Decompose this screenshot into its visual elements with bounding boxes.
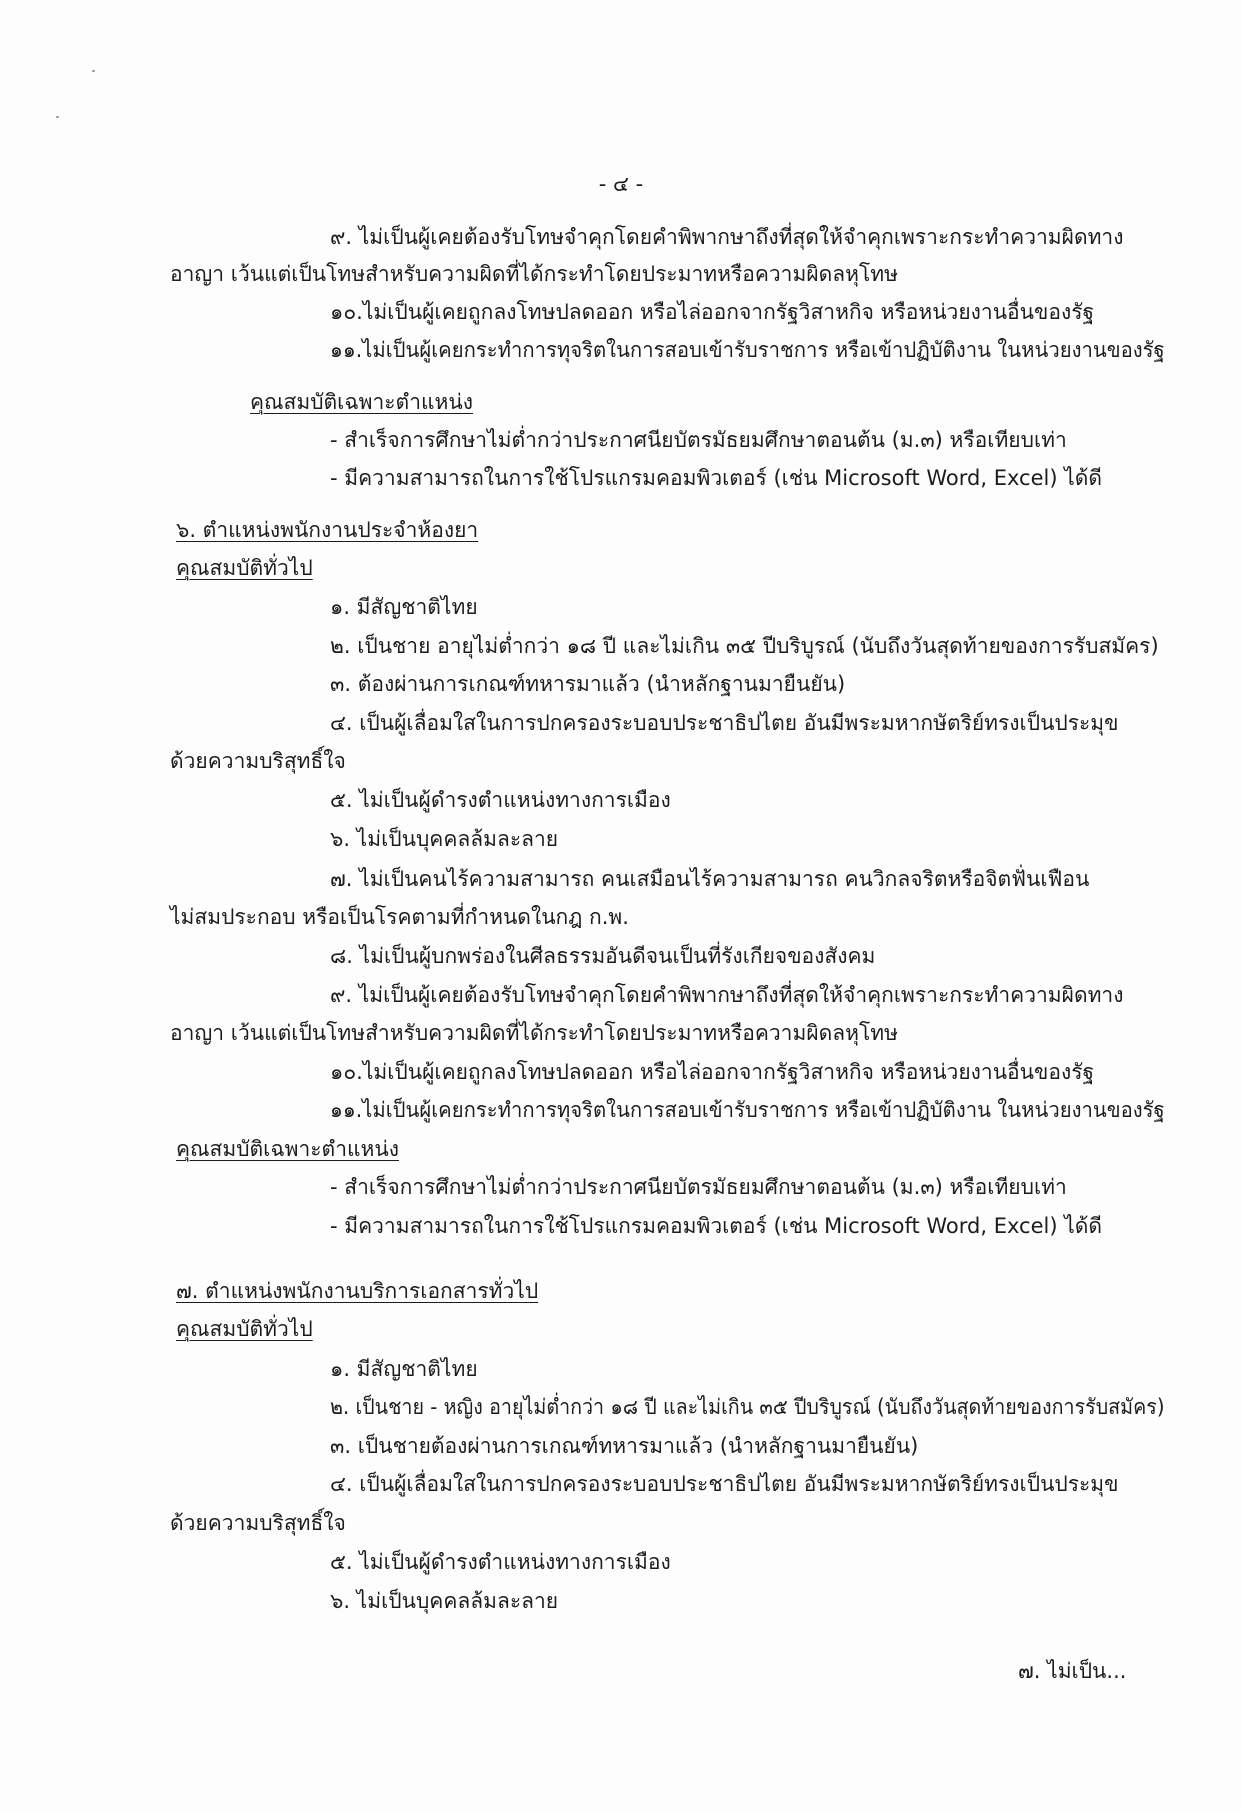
- section-subheading: คุณสมบัติเฉพาะตำแหน่ง: [176, 1137, 399, 1161]
- continuation-marker: ๗. ไม่เป็น...: [1018, 1659, 1127, 1683]
- section-heading: ๖. ตำแหน่งพนักงานประจำห้องยา: [176, 518, 479, 542]
- text-line: อาญา เว้นแต่เป็นโทษสำหรับความผิดที่ได้กระทำโดยประมาทหรือความผิดลหุโทษ: [170, 262, 898, 286]
- list-item: ๒. เป็นชาย - หญิง อายุไม่ต่ำกว่า ๑๘ ปี และไม่เกิน ๓๕ ปีบริบูรณ์ (นับถึงวันสุดท้ายของการรับสมัคร): [330, 1395, 1165, 1419]
- text-line: ๑๑.ไม่เป็นผู้เคยกระทำการทุจริตในการสอบเข้ารับราชการ หรือเข้าปฏิบัติงาน ในหน่วยงานของรัฐ: [330, 338, 1165, 362]
- list-item: ๔. เป็นผู้เลื่อมใสในการปกครองระบอบประชาธิปไตย อันมีพระมหากษัตริย์ทรงเป็นประมุข: [330, 711, 1119, 735]
- text-line: - มีความสามารถในการใช้โปรแกรมคอมพิวเตอร์ (เช่น Microsoft Word, Excel) ได้ดี: [330, 1214, 1103, 1238]
- text-line: - มีความสามารถในการใช้โปรแกรมคอมพิวเตอร์ (เช่น Microsoft Word, Excel) ได้ดี: [330, 466, 1103, 490]
- list-item: ๑๐.ไม่เป็นผู้เคยถูกลงโทษปลดออก หรือไล่ออกจากรัฐวิสาหกิจ หรือหน่วยงานอื่นของรัฐ: [330, 1060, 1095, 1084]
- list-item: ๘. ไม่เป็นผู้บกพร่องในศีลธรรมอันดีจนเป็นที่รังเกียจของสังคม: [330, 944, 876, 968]
- list-item: ๖. ไม่เป็นบุคคลล้มละลาย: [330, 827, 559, 851]
- section-subheading: คุณสมบัติทั่วไป: [176, 1317, 313, 1341]
- text-line: ไม่สมประกอบ หรือเป็นโรคตามที่กำหนดในกฎ ก.พ.: [170, 905, 629, 929]
- section-heading: ๗. ตำแหน่งพนักงานบริการเอกสารทั่วไป: [176, 1279, 539, 1303]
- page-number: - ๔ -: [598, 172, 644, 196]
- list-item: ๑. มีสัญชาติไทย: [330, 1357, 478, 1381]
- list-item: ๕. ไม่เป็นผู้ดำรงตำแหน่งทางการเมือง: [330, 788, 671, 812]
- text-line: ด้วยความบริสุทธิ์ใจ: [170, 749, 346, 773]
- scan-speck: [92, 70, 95, 72]
- list-item: ๒. เป็นชาย อายุไม่ต่ำกว่า ๑๘ ปี และไม่เกิน ๓๕ ปีบริบูรณ์ (นับถึงวันสุดท้ายของการรับสมัคร): [330, 634, 1159, 658]
- list-item: ๑๑.ไม่เป็นผู้เคยกระทำการทุจริตในการสอบเข้ารับราชการ หรือเข้าปฏิบัติงาน ในหน่วยงานของรัฐ: [330, 1098, 1165, 1122]
- text-line: - สำเร็จการศึกษาไม่ต่ำกว่าประกาศนียบัตรมัธยมศึกษาตอนต้น (ม.๓) หรือเทียบเท่า: [330, 428, 1067, 452]
- list-item: ๓. ต้องผ่านการเกณฑ์ทหารมาแล้ว (นำหลักฐานมายืนยัน): [330, 672, 846, 696]
- list-item: ๖. ไม่เป็นบุคคลล้มละลาย: [330, 1589, 559, 1613]
- text-line: ๑๐.ไม่เป็นผู้เคยถูกลงโทษปลดออก หรือไล่ออกจากรัฐวิสาหกิจ หรือหน่วยงานอื่นของรัฐ: [330, 300, 1095, 324]
- list-item: ๗. ไม่เป็นคนไร้ความสามารถ คนเสมือนไร้ความสามารถ คนวิกลจริตหรือจิตฟั่นเฟือน: [330, 867, 1090, 891]
- text-line: อาญา เว้นแต่เป็นโทษสำหรับความผิดที่ได้กระทำโดยประมาทหรือความผิดลหุโทษ: [170, 1021, 898, 1045]
- list-item: ๔. เป็นผู้เลื่อมใสในการปกครองระบอบประชาธิปไตย อันมีพระมหากษัตริย์ทรงเป็นประมุข: [330, 1472, 1119, 1496]
- scan-speck: [56, 116, 59, 118]
- section-subheading: คุณสมบัติทั่วไป: [176, 556, 313, 580]
- list-item: ๑. มีสัญชาติไทย: [330, 595, 478, 619]
- list-item: ๓. เป็นชายต้องผ่านการเกณฑ์ทหารมาแล้ว (นำหลักฐานมายืนยัน): [330, 1434, 919, 1458]
- text-line: ด้วยความบริสุทธิ์ใจ: [170, 1511, 346, 1535]
- text-line: - สำเร็จการศึกษาไม่ต่ำกว่าประกาศนียบัตรมัธยมศึกษาตอนต้น (ม.๓) หรือเทียบเท่า: [330, 1175, 1067, 1199]
- list-item: ๙. ไม่เป็นผู้เคยต้องรับโทษจำคุกโดยคำพิพากษาถึงที่สุดให้จำคุกเพราะกระทำความผิดทาง: [330, 983, 1124, 1007]
- text-line: ๙. ไม่เป็นผู้เคยต้องรับโทษจำคุกโดยคำพิพากษาถึงที่สุดให้จำคุกเพราะกระทำความผิดทาง: [330, 225, 1124, 249]
- list-item: ๕. ไม่เป็นผู้ดำรงตำแหน่งทางการเมือง: [330, 1550, 671, 1574]
- section-subheading: คุณสมบัติเฉพาะตำแหน่ง: [250, 390, 473, 414]
